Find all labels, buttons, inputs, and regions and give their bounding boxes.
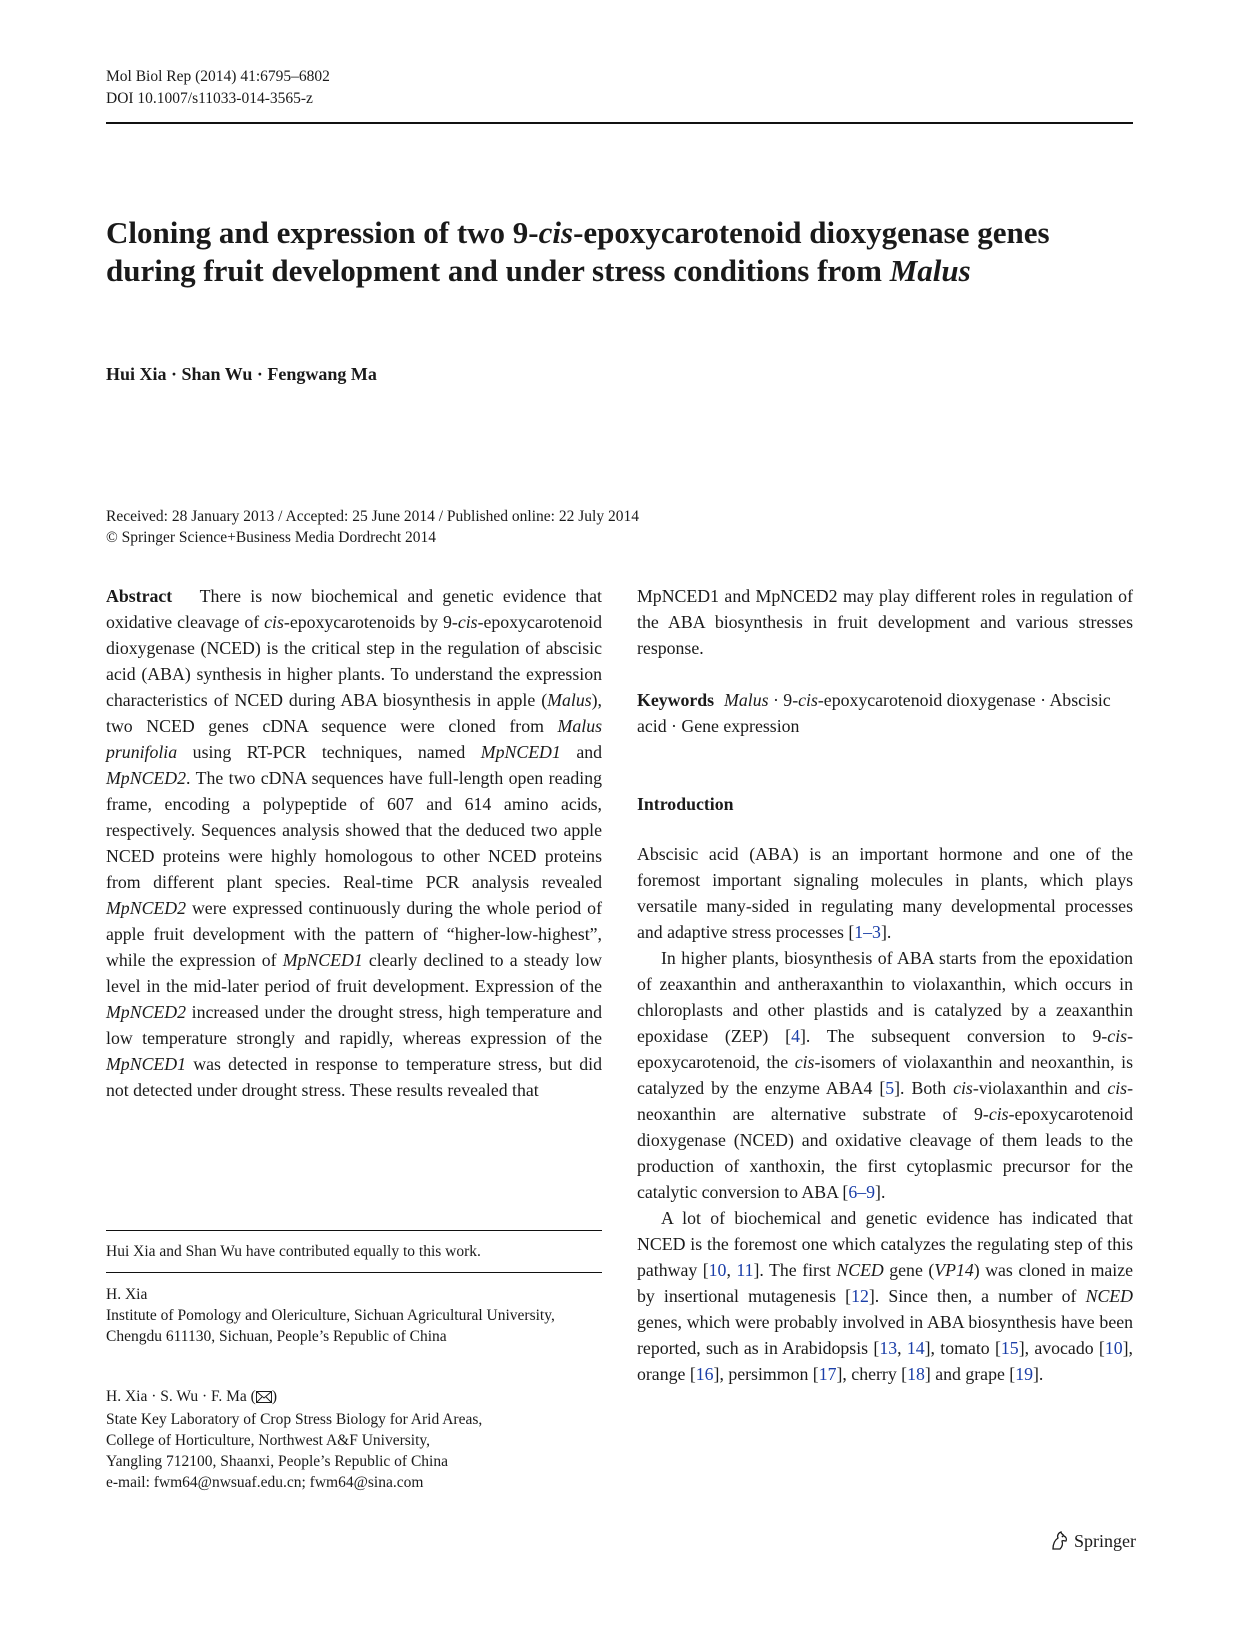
citation-link[interactable]: 17: [818, 1364, 837, 1384]
abstract-paragraph: Abstract There is now biochemical and genetic evidence that oxidative cleavage of cis-epoxycarotenoids by 9-cis-epoxycarotenoid dioxygenase (NCED) is the critical step in the regulation of abscisic acid (ABA) synthesis in higher plants. To understand the expression characteristics of NCED during ABA biosynthesis in apple (Malus), two NCED genes cDNA sequence were cloned from Malus prunifolia using RT-PCR techniques, named MpNCED1 and MpNCED2. The two cDNA sequences have full-length open reading frame, encoding a polypeptide of 607 and 614 amino acids, respectively. Sequences analysis showed that the deduced two apple NCED proteins were highly homologous to other NCED proteins from different plant species. Real-time PCR analysis revealed MpNCED2 were expressed continuously during the whole period of apple fruit development with the pattern of “higher-low-highest”, while the expression of MpNCED1 clearly declined to a steady low level in the mid-later period of fruit development. Expression of the MpNCED2 increased under the drought stress, high temperature and low temperature strongly and rapidly, whereas expression of the MpNCED1 was detected in response to temperature stress, but did not detected under drought stress. These results revealed that: [106, 586, 603, 1100]
citation-link[interactable]: 1–3: [854, 922, 881, 942]
abstract-label: Abstract: [106, 586, 173, 606]
left-column: [106, 583, 602, 1103]
right-column: [637, 583, 1133, 1387]
equal-contribution-note: Hui Xia and Shan Wu have contributed equally to this work.: [106, 1243, 481, 1260]
affiliation-1-address: Institute of Pomology and Olericulture, Sichuan Agricultural University, Chengdu 611130, Sichuan, People’s Republic of China: [106, 1307, 555, 1345]
publisher-name: Springer: [1074, 1530, 1136, 1551]
affiliation-2-line3: Yangling 712100, Shaanxi, People’s Republic of China: [106, 1453, 448, 1470]
journal-doi: DOI 10.1007/s11033-014-3565-z: [106, 90, 313, 107]
citation-link[interactable]: 19: [1015, 1364, 1033, 1384]
copyright: © Springer Science+Business Media Dordrecht 2014: [106, 529, 437, 546]
citation-link[interactable]: 11: [736, 1260, 754, 1280]
footnote-rule: [106, 1230, 602, 1231]
journal-citation: Mol Biol Rep (2014) 41:6795–6802: [106, 68, 330, 85]
section-heading-introduction: Introduction: [637, 794, 734, 814]
citation-link[interactable]: 13: [879, 1338, 898, 1358]
citation-link[interactable]: 4: [791, 1026, 800, 1046]
publisher-logo: [1048, 1530, 1136, 1552]
article-title: Cloning and expression of two 9-cis-epoxycarotenoid dioxygenase genes during fruit development and under stress conditions from Malus: [106, 215, 1050, 288]
history-dates: Received: 28 January 2013 / Accepted: 25 June 2014 / Published online: 22 July 2014: [106, 508, 639, 525]
corresponding-email[interactable]: e-mail: fwm64@nwsuaf.edu.cn; fwm64@sina.com: [106, 1474, 424, 1491]
author-list: Hui Xia · Shan Wu · Fengwang Ma: [106, 364, 377, 384]
citation-link[interactable]: 12: [851, 1286, 869, 1306]
abstract-continuation: MpNCED1 and MpNCED2 may play different roles in regulation of the ABA biosynthesis in fruit development and various stresses response.: [637, 586, 1133, 658]
header-rule: [106, 122, 1133, 124]
citation-link[interactable]: 6–9: [848, 1182, 876, 1202]
affiliation-1-name: H. Xia: [106, 1286, 148, 1303]
intro-paragraph-1: Abscisic acid (ABA) is an important hormone and one of the foremost important signaling molecules in plants, which plays versatile many-sided in regulating many developmental processes and adaptive stress processes [1–3].: [637, 844, 1133, 942]
citation-link[interactable]: 14: [906, 1338, 925, 1358]
intro-paragraph-3: A lot of biochemical and genetic evidence has indicated that NCED is the foremost one which catalyzes the regulating step of this pathway [10, 11]. The first NCED gene (VP14) was cloned in maize by insertional mutagenesis [12]. Since then, a number of NCED genes, which were probably involved in ABA biosynthesis have been reported, such as in Arabidopsis [13, 14], tomato [15], avocado [10], orange [16], persimmon [17], cherry [18] and grape [19].: [637, 1208, 1134, 1384]
citation-link[interactable]: 18: [907, 1364, 925, 1384]
affiliation-1: [106, 1284, 602, 1347]
affiliation-2: [106, 1386, 602, 1493]
affiliation-rule: [106, 1272, 602, 1273]
publication-history: [106, 506, 639, 548]
affiliation-2-line2: College of Horticulture, Northwest A&F University,: [106, 1432, 431, 1449]
intro-paragraph-2: In higher plants, biosynthesis of ABA starts from the epoxidation of zeaxanthin and antheraxanthin to violaxanthin, which occurs in chloroplasts and other plastids and is catalyzed by a zeaxanthin epoxidase (ZEP) [4]. The subsequent conversion to 9-cis-epoxycarotenoid, the cis-isomers of violaxanthin and neoxanthin, is catalyzed by the enzyme ABA4 [5]. Both cis-violaxanthin and cis-neoxanthin are alternative substrate of 9-cis-epoxycarotenoid dioxygenase (NCED) and oxidative cleavage of them leads to the production of xanthoxin, the first cytoplasmic precursor for the catalytic conversion to ABA [6–9].: [637, 948, 1133, 1202]
citation-link[interactable]: 10: [1104, 1338, 1123, 1358]
keywords: Keywords Malus · 9-cis-epoxycarotenoid dioxygenase · Abscisic acid · Gene expression: [637, 690, 1111, 736]
envelope-icon[interactable]: [256, 1388, 272, 1409]
citation-link[interactable]: 10: [708, 1260, 727, 1280]
citation-link[interactable]: 16: [695, 1364, 714, 1384]
journal-header: [106, 66, 330, 110]
keywords-label: Keywords: [637, 690, 715, 710]
citation-link[interactable]: 15: [1000, 1338, 1019, 1358]
affiliation-2-names: H. Xia · S. Wu · F. Ma ( ): [106, 1386, 602, 1409]
citation-link[interactable]: 5: [885, 1078, 895, 1098]
springer-horse-icon: [1048, 1530, 1070, 1552]
affiliation-2-line1: State Key Laboratory of Crop Stress Biology for Arid Areas,: [106, 1411, 483, 1428]
